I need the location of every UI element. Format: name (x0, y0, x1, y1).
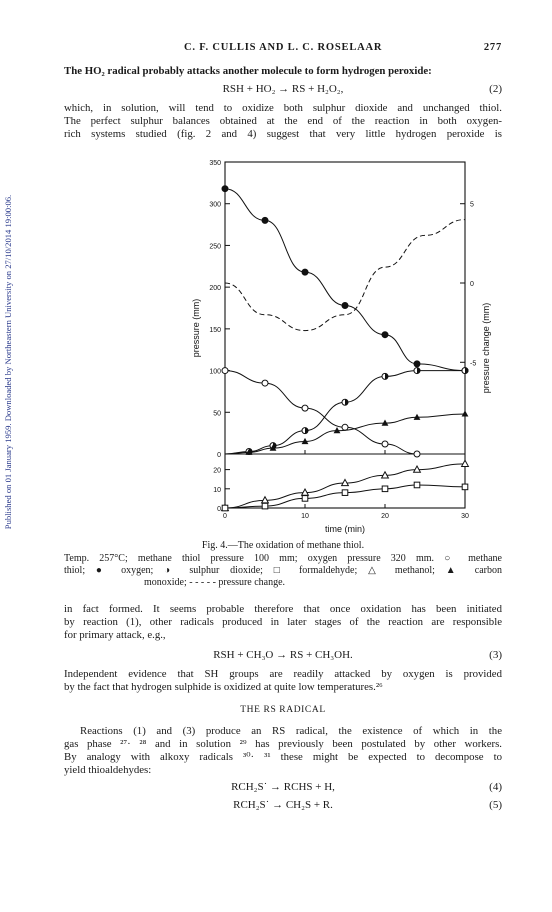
paragraph-3 (64, 668, 502, 694)
x-axis-label: time (min) (325, 524, 365, 534)
data-point (414, 482, 420, 488)
equation-number: (5) (489, 799, 502, 811)
data-point (302, 496, 308, 502)
x-tick-label: 30 (461, 513, 469, 520)
data-point (302, 269, 308, 275)
data-point (382, 441, 388, 447)
data-point (222, 505, 228, 511)
data-point (462, 460, 469, 466)
legend-line: Temp. 257°C; methane thiol pressure 100 mm; oxygen pressure 320 mm. ○ methane (64, 553, 502, 564)
equation-2 (64, 83, 502, 97)
paragraph-1 (64, 102, 502, 141)
text-line: Reactions (1) and (3) produce an RS radical, the existence of which in the (80, 725, 502, 737)
data-point (222, 186, 228, 192)
equation-expression: RSH + HO₂ → RS + H₂O₂, (222, 83, 344, 95)
y-tick-label: 200 (209, 285, 221, 293)
data-point (262, 503, 268, 509)
right-tick-label: -5 (470, 360, 477, 368)
equation-5 (64, 799, 502, 813)
x-tick-label: 20 (381, 513, 389, 520)
series-line-formaldehyde (225, 485, 465, 508)
data-point (462, 484, 468, 490)
legend-line: monoxide; - - - - - pressure change. (144, 577, 286, 588)
equation-number: (2) (489, 83, 502, 95)
running-head-authors: C. F. CULLIS AND L. C. ROSELAAR (184, 42, 383, 53)
figure-caption: Fig. 4.—The oxidation of methane thiol. (201, 540, 365, 551)
y-axis-label-right: pressure change (mm) (481, 302, 491, 394)
plot-frame (225, 162, 465, 508)
data-point (342, 424, 348, 430)
x-tick-label: 0 (223, 513, 227, 520)
y-tick-label: 100 (209, 368, 221, 376)
figure-chart (118, 156, 518, 536)
y-axis-label-left: pressure (mm) (191, 298, 201, 358)
text-line: in fact formed. It seems probable therefore that once oxidation has been initiated (64, 603, 502, 615)
data-point (462, 410, 469, 416)
paragraph-4 (64, 725, 502, 777)
data-point (414, 451, 420, 457)
data-point (262, 217, 268, 223)
data-point (414, 361, 420, 367)
data-point (382, 486, 388, 492)
paragraph-2 (64, 603, 502, 642)
series-line-oxygen (225, 189, 465, 371)
y-tick-label: 0 (217, 452, 221, 459)
equation-expression: RCH₂S˙ → RCHS + H, (231, 781, 335, 793)
page-number: 277 (483, 42, 502, 53)
data-point (222, 368, 228, 374)
series-line-pressure-change (225, 220, 465, 331)
y-tick-label: 20 (213, 467, 221, 475)
y-tick-label: 150 (209, 326, 221, 334)
text-line: which, in solution, will tend to oxidize both sulphur dioxide and unchanged thiol. (64, 102, 502, 114)
data-point (342, 490, 348, 496)
text-line: By analogy with alkoxy radicals ³⁰· ³¹ these might be expected to decompose to (64, 751, 502, 763)
text-line: for primary attack, e.g., (64, 629, 166, 641)
text-line: The perfect sulphur balances obtained at the end of the reaction in both oxygen- (64, 115, 502, 127)
equation-number: (4) (489, 781, 502, 793)
y-tick-label: 50 (213, 410, 221, 418)
y-tick-label: 350 (209, 160, 221, 167)
y-tick-label: 0 (217, 506, 221, 513)
right-tick-label: 0 (470, 281, 474, 288)
text-line: yield thioaldehydes: (64, 764, 152, 776)
x-tick-label: 10 (301, 513, 309, 520)
right-tick-label: 5 (470, 201, 474, 209)
running-head (64, 42, 502, 56)
equation-expression: RCH₂S˙ → CH₂S + R. (233, 799, 333, 811)
equation-4 (64, 781, 502, 795)
legend-line: thiol; ● oxygen; ◑ sulphur dioxide; □ formaldehyde; △ methanol; ▲ carbon (64, 565, 502, 576)
data-point (342, 302, 348, 308)
text-line: by reaction (1), other radicals produced in later stages of the reaction are responsible (64, 616, 502, 628)
equation-3 (64, 649, 502, 663)
series-line-methane-thiol (225, 371, 417, 454)
text-line: rich systems studied (fig. 2 and 4) suggest that very little hydrogen peroxide is (64, 128, 502, 140)
intro-line (64, 65, 502, 78)
y-tick-label: 250 (209, 243, 221, 251)
text-line: The HO₂ radical probably attacks another molecule to form hydrogen peroxide: (64, 65, 432, 77)
data-point (262, 380, 268, 386)
series-line-carbon-monoxide (225, 414, 465, 454)
section-heading: THE RS RADICAL (240, 705, 326, 715)
y-tick-label: 300 (209, 201, 221, 209)
data-point (302, 405, 308, 411)
text-line: Independent evidence that SH groups are readily attacked by oxygen is provided (64, 668, 502, 680)
text-line: gas phase ²⁷· ²⁸ and in solution ²⁹ has previously been postulated by other workers. (64, 738, 502, 750)
figure-legend (64, 553, 502, 589)
y-tick-label: 10 (213, 486, 221, 494)
equation-expression: RSH + CH₃O → RS + CH₃OH. (213, 649, 353, 661)
text-line: by the fact that hydrogen sulphide is oxidized at quite low temperatures.²⁶ (64, 681, 383, 693)
publication-watermark: Published on 01 January 1959. Downloaded by Northeastern University on 27/10/2014 19:00:06. (3, 194, 13, 530)
equation-number: (3) (489, 649, 502, 661)
data-point (382, 332, 388, 338)
